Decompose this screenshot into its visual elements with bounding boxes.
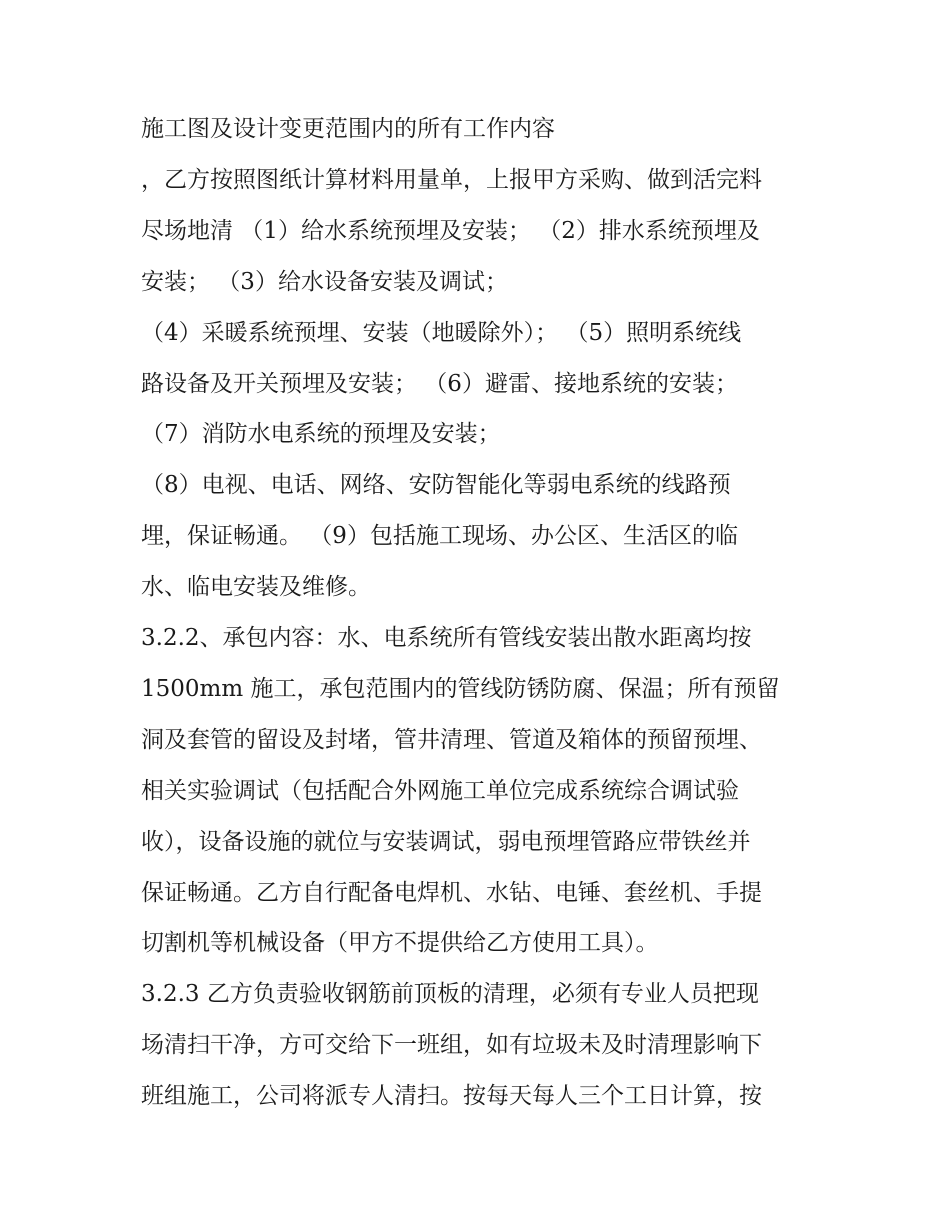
text-line: 相关实验调试（包括配合外网施工单位完成系统综合调试验 (141, 778, 739, 804)
text-line: （7）消防水电系统的预埋及安装； (141, 421, 501, 447)
text-line: 保证畅通。乙方自行配备电焊机、水钻、电锤、套丝机、手提 (141, 880, 762, 906)
text-line: 安装； （3）给水设备安装及调试； (141, 269, 508, 295)
text-line: 尽场地清 （1）给水系统预埋及安装； （2）排水系统预埋及 (141, 218, 760, 244)
text-line: ，乙方按照图纸计算材料用量单，上报甲方采购、做到活完料 (141, 167, 762, 193)
text-line: 水、临电安装及维修。 (141, 574, 371, 600)
text-line: 路设备及开关预埋及安装； （6）避雷、接地系统的安装； (141, 371, 738, 397)
text-line: 班组施工，公司将派专人清扫。按每天每人三个工日计算，按 (141, 1083, 762, 1109)
text-line: 收），设备设施的就位与安装调试，弱电预埋管路应带铁丝并 (141, 829, 751, 855)
text-line: 施工图及设计变更范围内的所有工作内容 (141, 116, 555, 142)
text-line: 切割机等机械设备（甲方不提供给乙方使用工具）。 (141, 930, 659, 956)
text-line: （4）采暖系统预埋、安装（地暖除外）； （5）照明系统线 (141, 320, 742, 346)
text-line: 3.2.3 乙方负责验收钢筋前顶板的清理，必须有专业人员把现 (141, 981, 759, 1007)
text-line: 1500mm 施工，承包范围内的管线防锈防腐、保温；所有预留 (141, 676, 780, 702)
text-line: 洞及套管的留设及封堵，管井清理、管道及箱体的预留预埋、 (141, 727, 762, 753)
text-line: （8）电视、电话、网络、安防智能化等弱电系统的线路预 (141, 472, 731, 498)
text-line: 场清扫干净，方可交给下一班组，如有垃圾未及时清理影响下 (141, 1032, 762, 1058)
text-line: 3.2.2、承包内容：水、电系统所有管线安装出散水距离均按 (141, 625, 752, 651)
text-line: 埋，保证畅通。 （9）包括施工现场、办公区、生活区的临 (141, 523, 738, 549)
